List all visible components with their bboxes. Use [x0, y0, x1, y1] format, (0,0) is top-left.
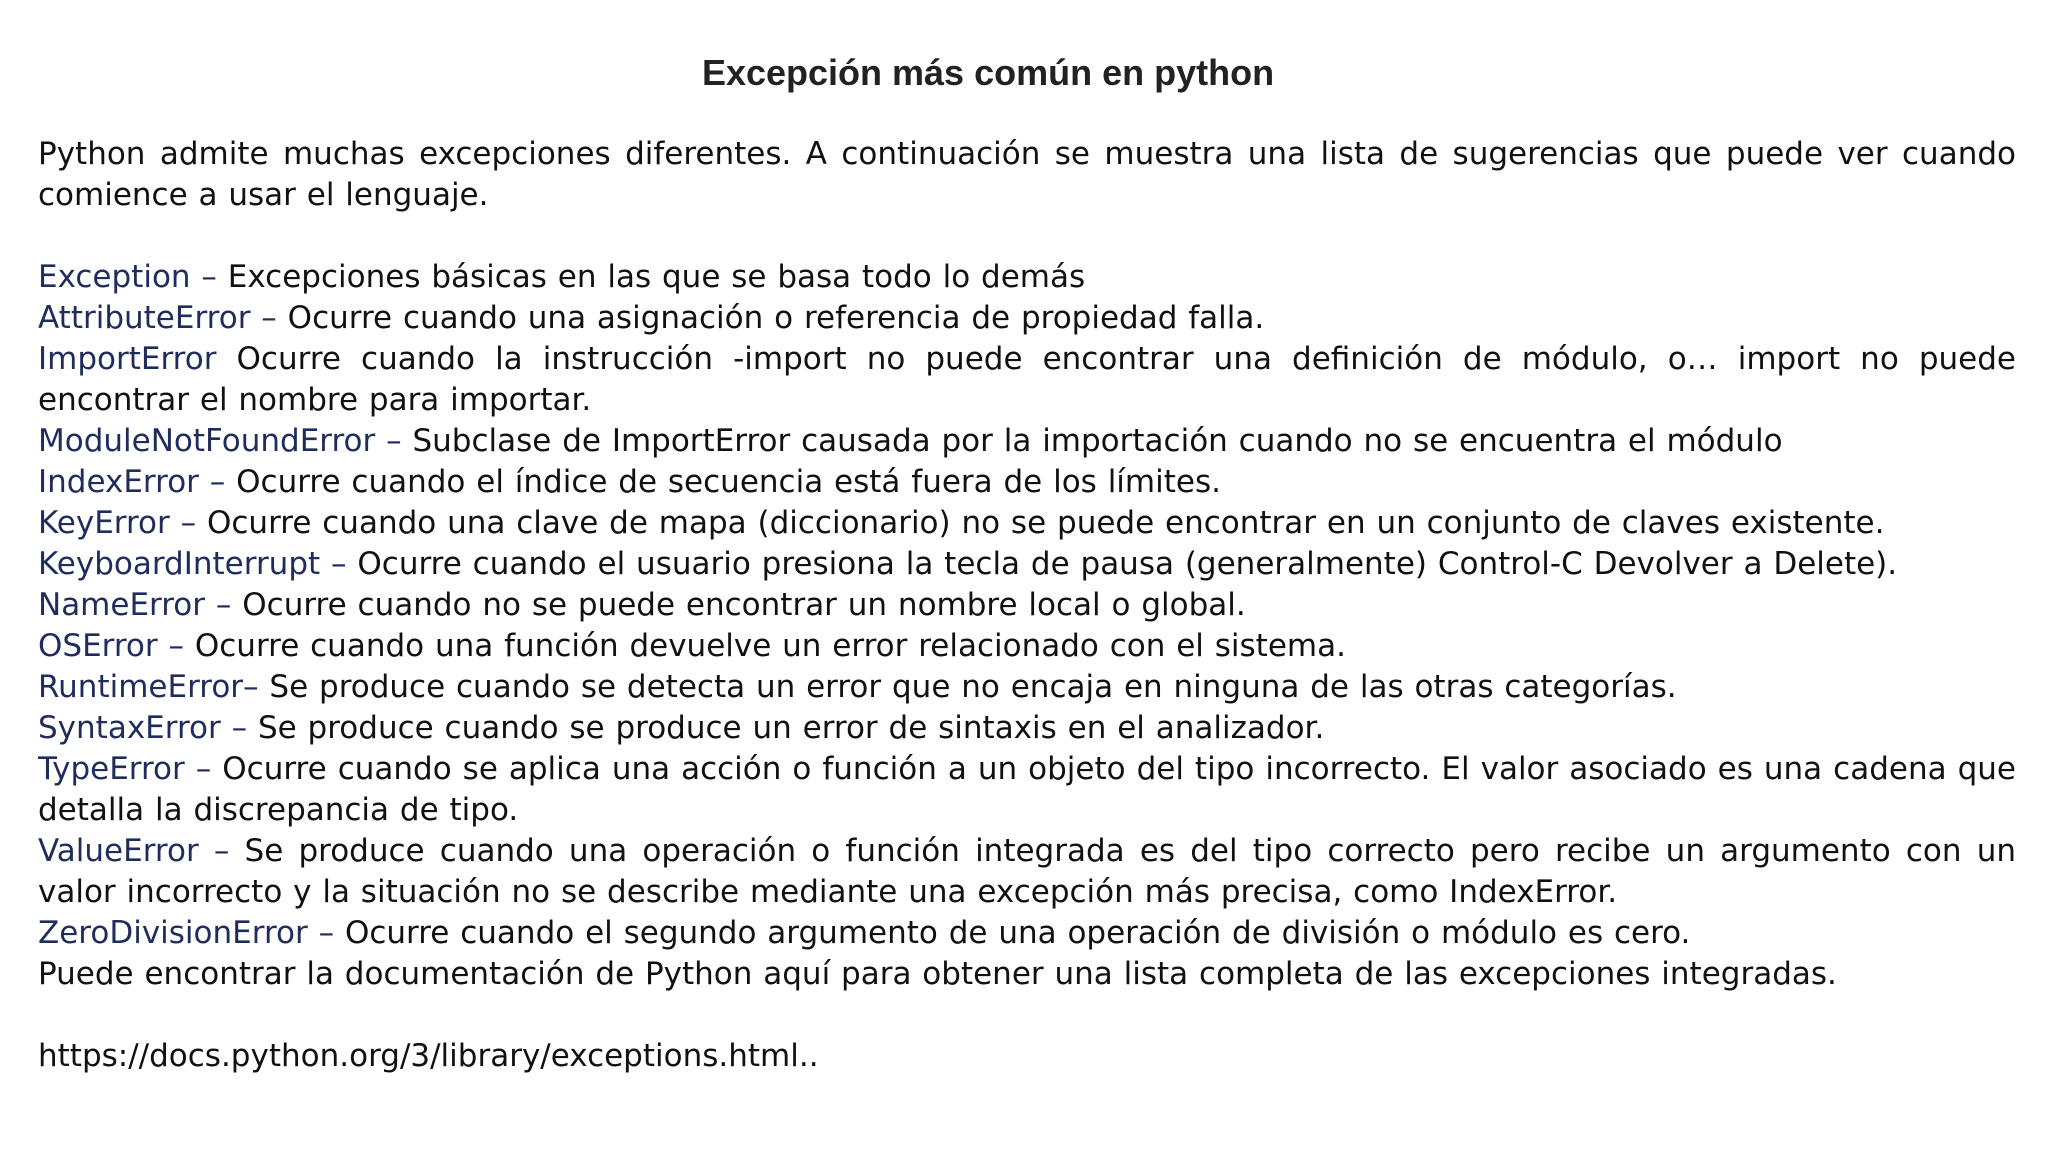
- exception-separator: –: [307, 915, 345, 951]
- exception-name: SyntaxError: [38, 710, 221, 746]
- outro-paragraph: Puede encontrar la documentación de Python aquí para obtener una lista completa de las excepciones integradas.: [38, 956, 1837, 992]
- exception-list: [38, 257, 2016, 954]
- exception-item: [38, 585, 2016, 626]
- exception-name: ModuleNotFoundError: [38, 423, 376, 459]
- exception-separator: –: [205, 587, 243, 623]
- exception-name: TypeError: [38, 751, 185, 787]
- exception-description: Se produce cuando se produce un error de sintaxis en el analizador.: [257, 710, 1325, 746]
- exception-name: IndexError: [38, 464, 199, 500]
- exception-description: Se produce cuando una operación o función integrada es del tipo correcto pero recibe un argumento con un valor incorrecto y la situación no se describe mediante una excepción más precisa, como IndexError.: [38, 833, 2016, 910]
- exception-separator: –: [250, 300, 288, 336]
- exception-name: KeyboardInterrupt: [38, 546, 321, 582]
- exception-name: ValueError: [38, 833, 199, 869]
- exception-description: Subclase de ImportError causada por la importación cuando no se encuentra el módulo: [412, 423, 1783, 459]
- exception-name: OSError: [38, 628, 158, 664]
- exception-item: [38, 708, 2016, 749]
- exception-name: KeyError: [38, 505, 170, 541]
- exception-description: Ocurre cuando el índice de secuencia está fuera de los límites.: [236, 464, 1221, 500]
- exception-item: [38, 626, 2016, 667]
- exception-item: [38, 421, 2016, 462]
- exception-description: Se produce cuando se detecta un error que no encaja en ninguna de las otras categorías.: [269, 669, 1677, 705]
- documentation-url: https://docs.python.org/3/library/exceptions.html..: [38, 1038, 819, 1074]
- exception-item: [38, 913, 2016, 954]
- exception-name: ImportError: [38, 341, 217, 377]
- exception-item: [38, 667, 2016, 708]
- exception-item: [38, 298, 2016, 339]
- exception-name: ZeroDivisionError: [38, 915, 308, 951]
- exception-separator: –: [169, 505, 207, 541]
- exception-description: Ocurre cuando no se puede encontrar un nombre local o global.: [242, 587, 1246, 623]
- exception-separator: –: [157, 628, 195, 664]
- exception-description: Ocurre cuando se aplica una acción o función a un objeto del tipo incorrecto. El valor asociado es una cadena que detalla la discrepancia de tipo.: [38, 751, 2016, 828]
- exception-item: [38, 339, 2016, 421]
- exception-name: RuntimeError: [38, 669, 244, 705]
- document-body: [38, 134, 2016, 1077]
- exception-description: Ocurre cuando el segundo argumento de una operación de división o módulo es cero.: [344, 915, 1691, 951]
- exception-description: Ocurre cuando el usuario presiona la tecla de pausa (generalmente) Control-C Devolver a Delete).: [357, 546, 1898, 582]
- exception-separator: [216, 341, 236, 377]
- exception-separator: –: [198, 833, 245, 869]
- exception-item: [38, 462, 2016, 503]
- document-title: Excepción más común en python: [701, 52, 1275, 93]
- exception-separator: –: [375, 423, 413, 459]
- exception-name: AttributeError: [38, 300, 251, 336]
- exception-separator: –: [190, 259, 228, 295]
- exception-separator: –: [184, 751, 223, 787]
- exception-name: Exception: [38, 259, 191, 295]
- exception-separator: –: [220, 710, 258, 746]
- exception-name: NameError: [38, 587, 206, 623]
- exception-description: Ocurre cuando la instrucción -import no puede encontrar una definición de módulo, o… import no puede encontrar el nombre para importar.: [38, 341, 2016, 418]
- exception-item: [38, 257, 2016, 298]
- exception-item: [38, 503, 2016, 544]
- exception-description: Ocurre cuando una asignación o referencia de propiedad falla.: [287, 300, 1265, 336]
- exception-item: [38, 749, 2016, 831]
- exception-separator: –: [198, 464, 237, 500]
- exception-description: Ocurre cuando una clave de mapa (diccionario) no se puede encontrar en un conjunto de claves existente.: [206, 505, 1885, 541]
- intro-paragraph: Python admite muchas excepciones diferentes. A continuación se muestra una lista de sugerencias que puede ver cuando comience a usar el lenguaje.: [38, 136, 2016, 213]
- exception-item: [38, 831, 2016, 913]
- exception-item: [38, 544, 2016, 585]
- exception-description: Excepciones básicas en las que se basa todo lo demás: [227, 259, 1086, 295]
- exception-separator: –: [320, 546, 358, 582]
- exception-description: Ocurre cuando una función devuelve un error relacionado con el sistema.: [194, 628, 1346, 664]
- exception-separator: –: [243, 669, 270, 705]
